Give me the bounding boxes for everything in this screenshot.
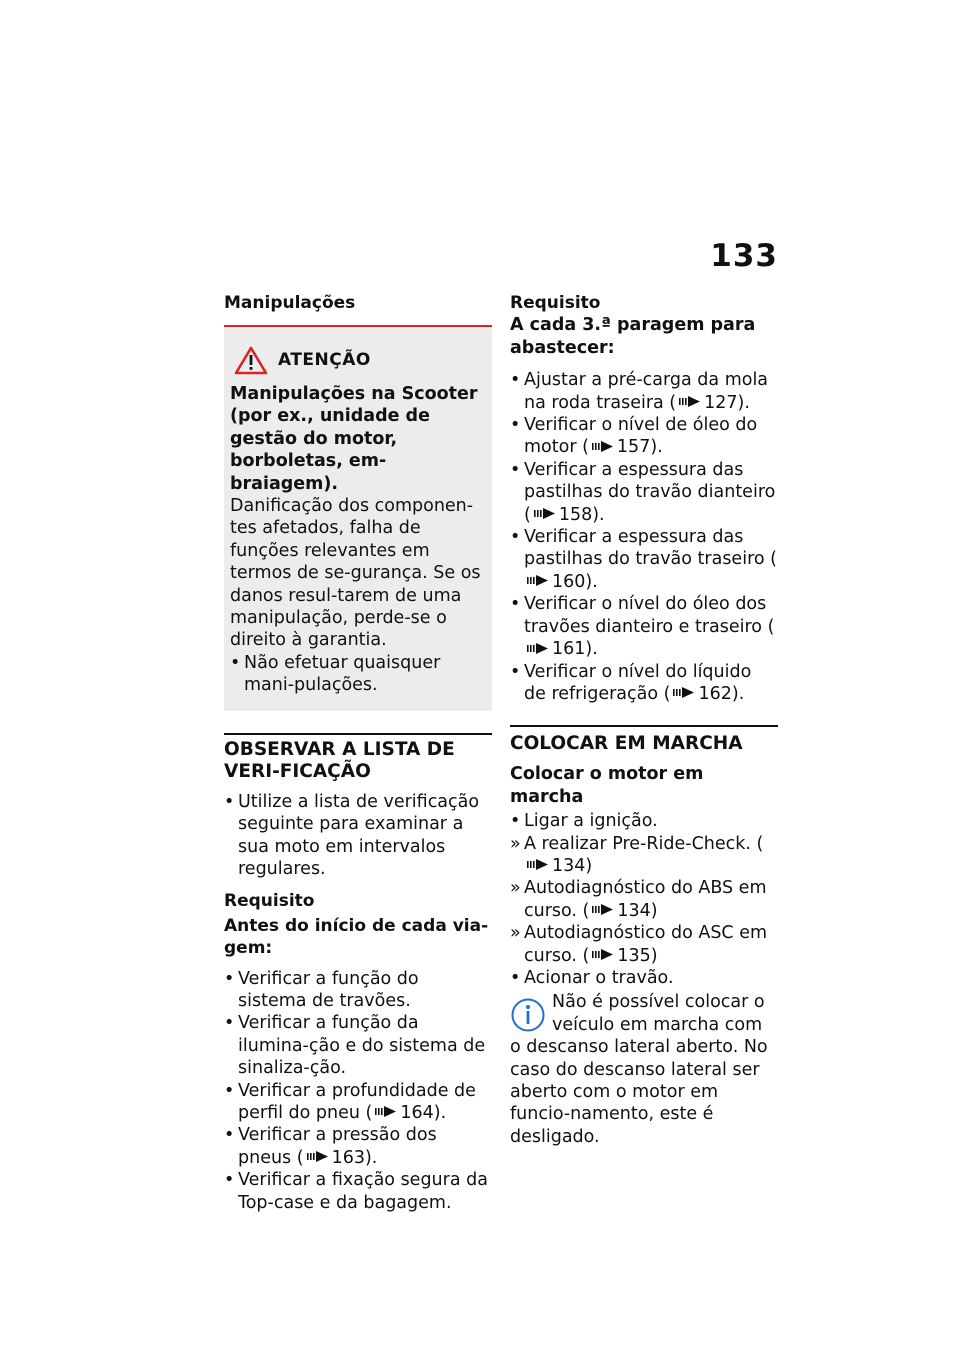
pre-ride-checklist <box>224 968 492 1214</box>
warning-body: Danificação dos componen-tes afetados, falha de funções relevantes em termos de se-gurança. Se os danos resul-tarem de uma manipulação, perde-se o direito à garantia. <box>230 496 481 651</box>
list-item: • Não efetuar quaisquer mani-pulações. <box>230 652 441 696</box>
page-reference-arrow-icon <box>527 858 549 871</box>
right-column <box>510 292 778 1148</box>
requisite-text: A cada 3.ª paragem para abastecer: <box>510 315 756 358</box>
list-item: • Utilize a lista de verificação seguinte para examinar a sua moto em intervalos regulares. <box>224 791 480 879</box>
list-item: » Autodiagnóstico do ASC em curso. ( 135) <box>510 923 768 966</box>
page-reference-arrow-icon <box>534 507 556 520</box>
page-reference-arrow-icon <box>592 903 614 916</box>
list-item: • Verificar a espessura das pastilhas do travão traseiro (160). <box>510 527 777 592</box>
checklist-section-title: OBSERVAR A LISTA DE VERI-FICAÇÃO <box>224 733 492 783</box>
page-reference-arrow-icon <box>673 686 695 699</box>
warning-title: ATENÇÃO <box>278 350 371 370</box>
list-item: • Verificar o nível de óleo do motor ( 157). <box>510 415 758 458</box>
start-section-title: COLOCAR EM MARCHA <box>510 725 778 755</box>
list-item: • Verificar a função do sistema de travões. <box>224 968 419 1011</box>
list-item: • Ligar a ignição. <box>510 811 658 832</box>
list-item: • Verificar o nível do óleo dos travões dianteiro e traseiro (161). <box>510 594 775 660</box>
page-reference-arrow-icon <box>527 642 549 655</box>
requisite-text: Antes do início de cada via-gem: <box>224 915 489 959</box>
info-text: Não é possível colocar o veículo em marcha com o descanso lateral aberto. No caso do descanso lateral ser aberto com o motor em funcio-namento, este é desligado. <box>510 992 768 1147</box>
info-icon <box>510 997 546 1033</box>
warning-list <box>230 652 486 697</box>
list-item: • Verificar a função da ilumina-ção e do sistema de sinaliza-ção. <box>224 1013 486 1079</box>
list-item: » A realizar Pre-Ride-Check. (134) <box>510 833 764 876</box>
list-item: • Verificar a fixação segura da Top-case e da bagagem. <box>224 1170 488 1213</box>
list-item: • Verificar a pressão dos pneus ( 163). <box>224 1125 437 1168</box>
info-note <box>510 991 778 1148</box>
page-reference-arrow-icon <box>527 574 549 587</box>
warning-box <box>224 325 492 711</box>
start-engine-heading: Colocar o motor em marcha <box>510 764 704 807</box>
page-number: 133 <box>710 238 778 274</box>
manipulations-heading: Manipulações <box>224 293 356 313</box>
list-item: • Ajustar a pré-carga da mola na roda traseira ( 127). <box>510 370 769 413</box>
warning-triangle-icon <box>234 345 268 375</box>
page-reference-arrow-icon <box>679 395 701 408</box>
list-item: • Verificar a espessura das pastilhas do travão dianteiro ( 158). <box>510 459 776 525</box>
left-column <box>224 292 492 1214</box>
checklist-intro-list <box>224 791 492 881</box>
list-item: » Autodiagnóstico do ABS em curso. ( 134) <box>510 878 767 921</box>
list-item: • Verificar o nível do líquido de refrigeração ( 162). <box>510 661 752 704</box>
start-steps-list <box>510 810 778 989</box>
warning-header <box>234 345 486 375</box>
page-reference-arrow-icon <box>307 1150 329 1163</box>
page-reference-arrow-icon <box>592 440 614 453</box>
list-item: • Verificar a profundidade de perfil do pneu ( 164). <box>224 1080 476 1123</box>
page-reference-arrow-icon <box>592 948 614 961</box>
requisite-label: Requisito <box>510 293 601 313</box>
requisite-label: Requisito <box>224 891 315 912</box>
list-item: • Acionar o travão. <box>510 967 674 988</box>
page-reference-arrow-icon <box>375 1105 397 1118</box>
warning-bold-text: Manipulações na Scooter (por ex., unidade de gestão do motor, borboletas, em-braiagem). <box>230 384 478 494</box>
refuel-checklist <box>510 369 778 705</box>
